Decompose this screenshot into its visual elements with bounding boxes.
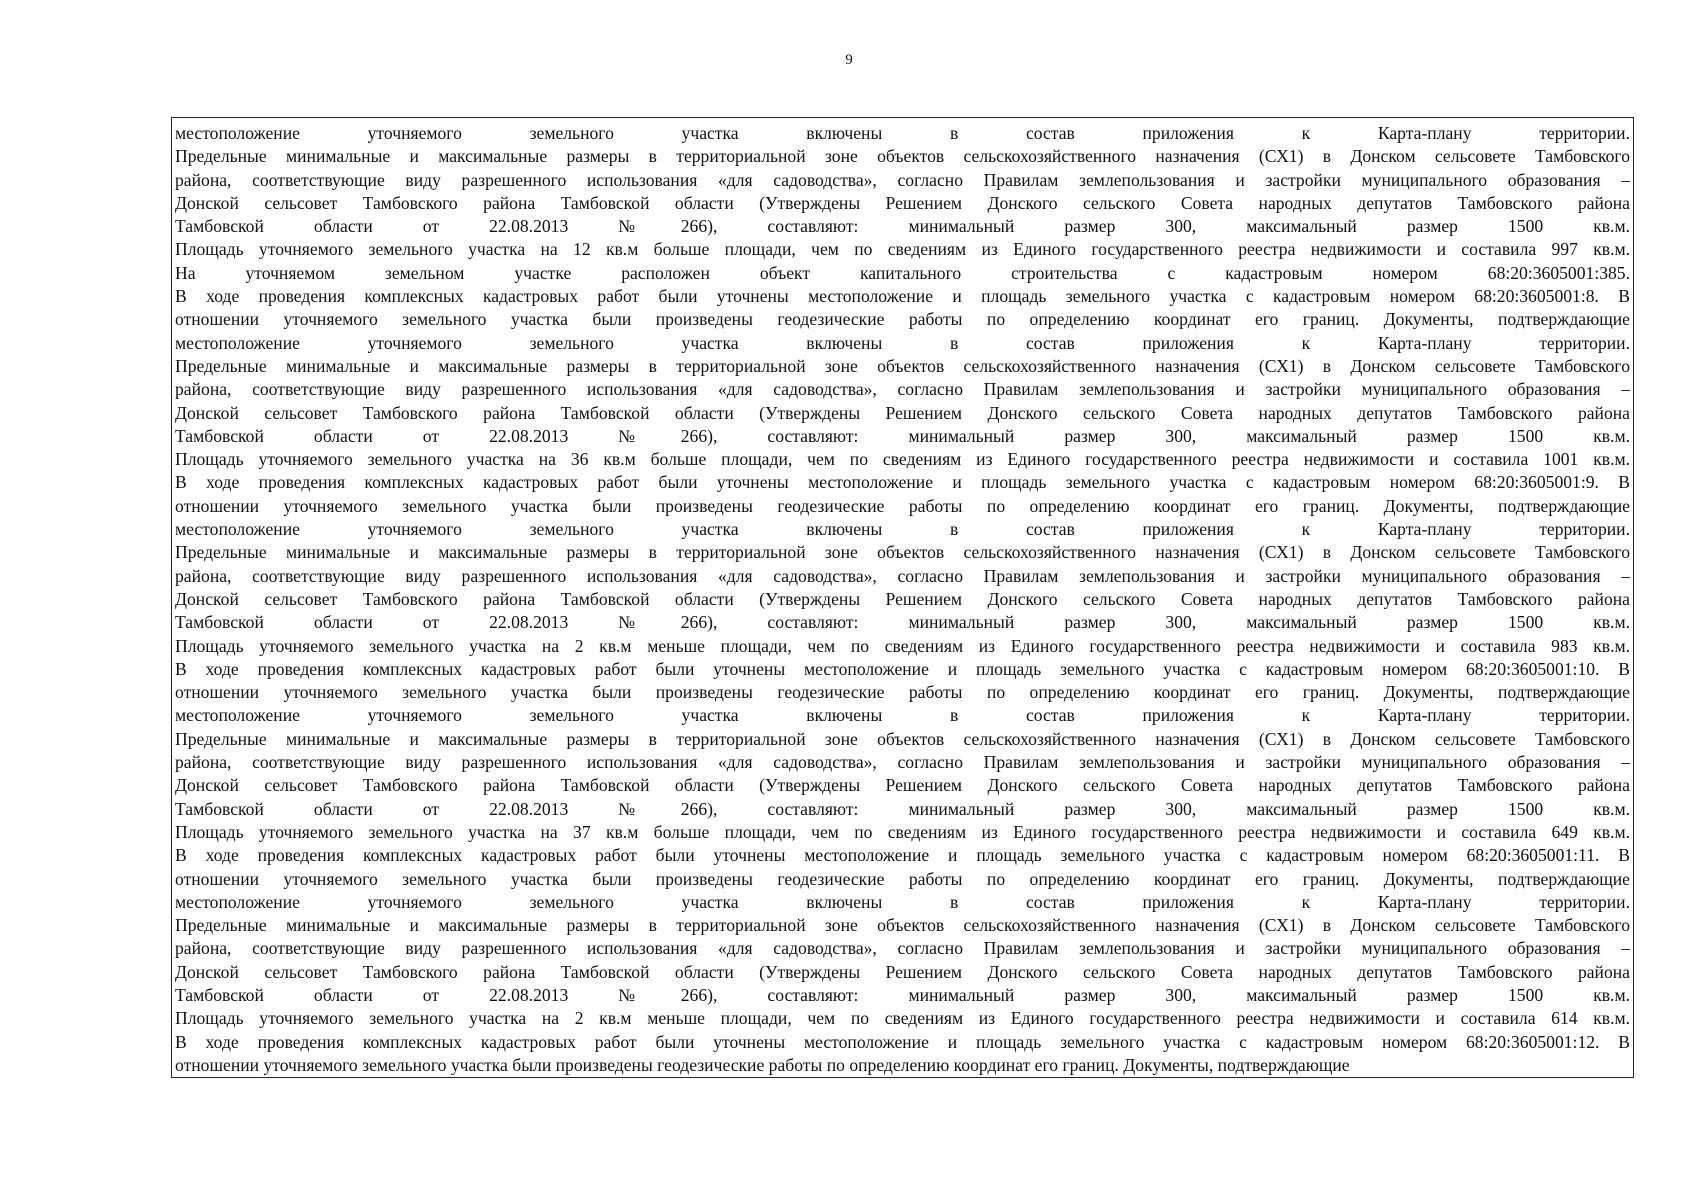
text-line: Предельные минимальные и максимальные размеры в территориальной зоне объектов сельскохозяйственного назначения (СХ1) в Донском сельсовете Тамбовского (175, 728, 1630, 749)
page-number: 9 (845, 52, 853, 68)
text-line: района, соответствующие виду разрешенного использования «для садоводства», согласно Правилам землепользования и застройки муниципального образования – (175, 379, 1630, 400)
text-line: Площадь уточняемого земельного участка на 37 кв.м больше площади, чем по сведениям из Единого государственного реестра недвижимости и составила 649 кв.м. (175, 821, 1630, 842)
text-frame (171, 117, 1634, 1078)
text-line: Тамбовской области от 22.08.2013 №266), составляют: минимальный размер 300, максимальный размер 1500 кв.м. (175, 612, 1630, 633)
text-line: района, соответствующие виду разрешенного использования «для садоводства», согласно Правилам землепользования и застройки муниципального образования – (175, 565, 1630, 586)
text-line: Тамбовской области от 22.08.2013 №266), составляют: минимальный размер 300, максимальный размер 1500 кв.м. (175, 984, 1630, 1005)
text-line: отношении уточняемого земельного участка были произведены геодезические работы по определению координат его границ. Документы, подтверждающие (175, 1054, 1350, 1075)
text-line: В ходе проведения комплексных кадастровых работ были уточнены местоположение и площадь земельного участка с кадастровым номером 68:20:3605001:10. В (175, 658, 1630, 679)
text-line: В ходе проведения комплексных кадастровых работ были уточнены местоположение и площадь земельного участка с кадастровым номером 68:20:3605001:8. В (175, 286, 1630, 307)
text-line: Тамбовской области от 22.08.2013 №266), составляют: минимальный размер 300, максимальный размер 1500 кв.м. (175, 798, 1630, 819)
text-line: Донской сельсовет Тамбовского района Тамбовской области (Утверждены Решением Донского сельского Совета народных депутатов Тамбовского района (175, 192, 1630, 213)
text-line: Донской сельсовет Тамбовского района Тамбовской области (Утверждены Решением Донского сельского Совета народных депутатов Тамбовского района (175, 775, 1630, 796)
text-line: местоположение уточняемого земельного участка включены в состав приложения к Карта-плану территории. (175, 705, 1630, 726)
text-line: На уточняемом земельном участке расположен объект капитального строительства с кадастровым номером 68:20:3605001:385. (175, 262, 1630, 283)
text-line: отношении уточняемого земельного участка были произведены геодезические работы по определению координат его границ. Документы, подтверждающие (175, 868, 1630, 889)
text-line: района, соответствующие виду разрешенного использования «для садоводства», согласно Правилам землепользования и застройки муниципального образования – (175, 938, 1630, 959)
text-line: Площадь уточняемого земельного участка на 2 кв.м меньше площади, чем по сведениям из Единого государственного реестра недвижимости и составила 614 кв.м. (175, 1008, 1630, 1029)
text-line: В ходе проведения комплексных кадастровых работ были уточнены местоположение и площадь земельного участка с кадастровым номером 68:20:3605001:11. В (175, 845, 1630, 866)
text-line: местоположение уточняемого земельного участка включены в состав приложения к Карта-плану территории. (175, 519, 1630, 540)
text-line: Донской сельсовет Тамбовского района Тамбовской области (Утверждены Решением Донского сельского Совета народных депутатов Тамбовского района (175, 961, 1630, 982)
text-line: района, соответствующие виду разрешенного использования «для садоводства», согласно Правилам землепользования и застройки муниципального образования – (175, 752, 1630, 773)
text-line: района, соответствующие виду разрешенного использования «для садоводства», согласно Правилам землепользования и застройки муниципального образования – (175, 169, 1630, 190)
text-line: Донской сельсовет Тамбовского района Тамбовской области (Утверждены Решением Донского сельского Совета народных депутатов Тамбовского района (175, 402, 1630, 423)
text-line: отношении уточняемого земельного участка были произведены геодезические работы по определению координат его границ. Документы, подтверждающие (175, 682, 1630, 703)
text-line: Предельные минимальные и максимальные размеры в территориальной зоне объектов сельскохозяйственного назначения (СХ1) в Донском сельсовете Тамбовского (175, 146, 1630, 167)
text-line: В ходе проведения комплексных кадастровых работ были уточнены местоположение и площадь земельного участка с кадастровым номером 68:20:3605001:12. В (175, 1031, 1630, 1052)
text-line: Предельные минимальные и максимальные размеры в территориальной зоне объектов сельскохозяйственного назначения (СХ1) в Донском сельсовете Тамбовского (175, 542, 1630, 563)
text-line: местоположение уточняемого земельного участка включены в состав приложения к Карта-плану территории. (175, 332, 1630, 353)
text-line: Площадь уточняемого земельного участка на 12 кв.м больше площади, чем по сведениям из Единого государственного реестра недвижимости и составила 997 кв.м. (175, 239, 1630, 260)
text-line: Площадь уточняемого земельного участка на 2 кв.м меньше площади, чем по сведениям из Единого государственного реестра недвижимости и составила 983 кв.м. (175, 635, 1630, 656)
text-line: отношении уточняемого земельного участка были произведены геодезические работы по определению координат его границ. Документы, подтверждающие (175, 495, 1630, 516)
text-line: Площадь уточняемого земельного участка на 36 кв.м больше площади, чем по сведениям из Единого государственного реестра недвижимости и составила 1001 кв.м. (175, 449, 1630, 470)
text-line: В ходе проведения комплексных кадастровых работ были уточнены местоположение и площадь земельного участка с кадастровым номером 68:20:3605001:9. В (175, 472, 1630, 493)
text-line: Тамбовской области от 22.08.2013 №266), составляют: минимальный размер 300, максимальный размер 1500 кв.м. (175, 216, 1630, 237)
text-line: отношении уточняемого земельного участка были произведены геодезические работы по определению координат его границ. Документы, подтверждающие (175, 309, 1630, 330)
text-line: местоположение уточняемого земельного участка включены в состав приложения к Карта-плану территории. (175, 891, 1630, 912)
text-line: Предельные минимальные и максимальные размеры в территориальной зоне объектов сельскохозяйственного назначения (СХ1) в Донском сельсовете Тамбовского (175, 915, 1630, 936)
text-line: Предельные минимальные и максимальные размеры в территориальной зоне объектов сельскохозяйственного назначения (СХ1) в Донском сельсовете Тамбовского (175, 355, 1630, 376)
text-line: Тамбовской области от 22.08.2013 №266), составляют: минимальный размер 300, максимальный размер 1500 кв.м. (175, 425, 1630, 446)
text-line: местоположение уточняемого земельного участка включены в состав приложения к Карта-плану территории. (175, 123, 1630, 143)
text-line: Донской сельсовет Тамбовского района Тамбовской области (Утверждены Решением Донского сельского Совета народных депутатов Тамбовского района (175, 588, 1630, 609)
